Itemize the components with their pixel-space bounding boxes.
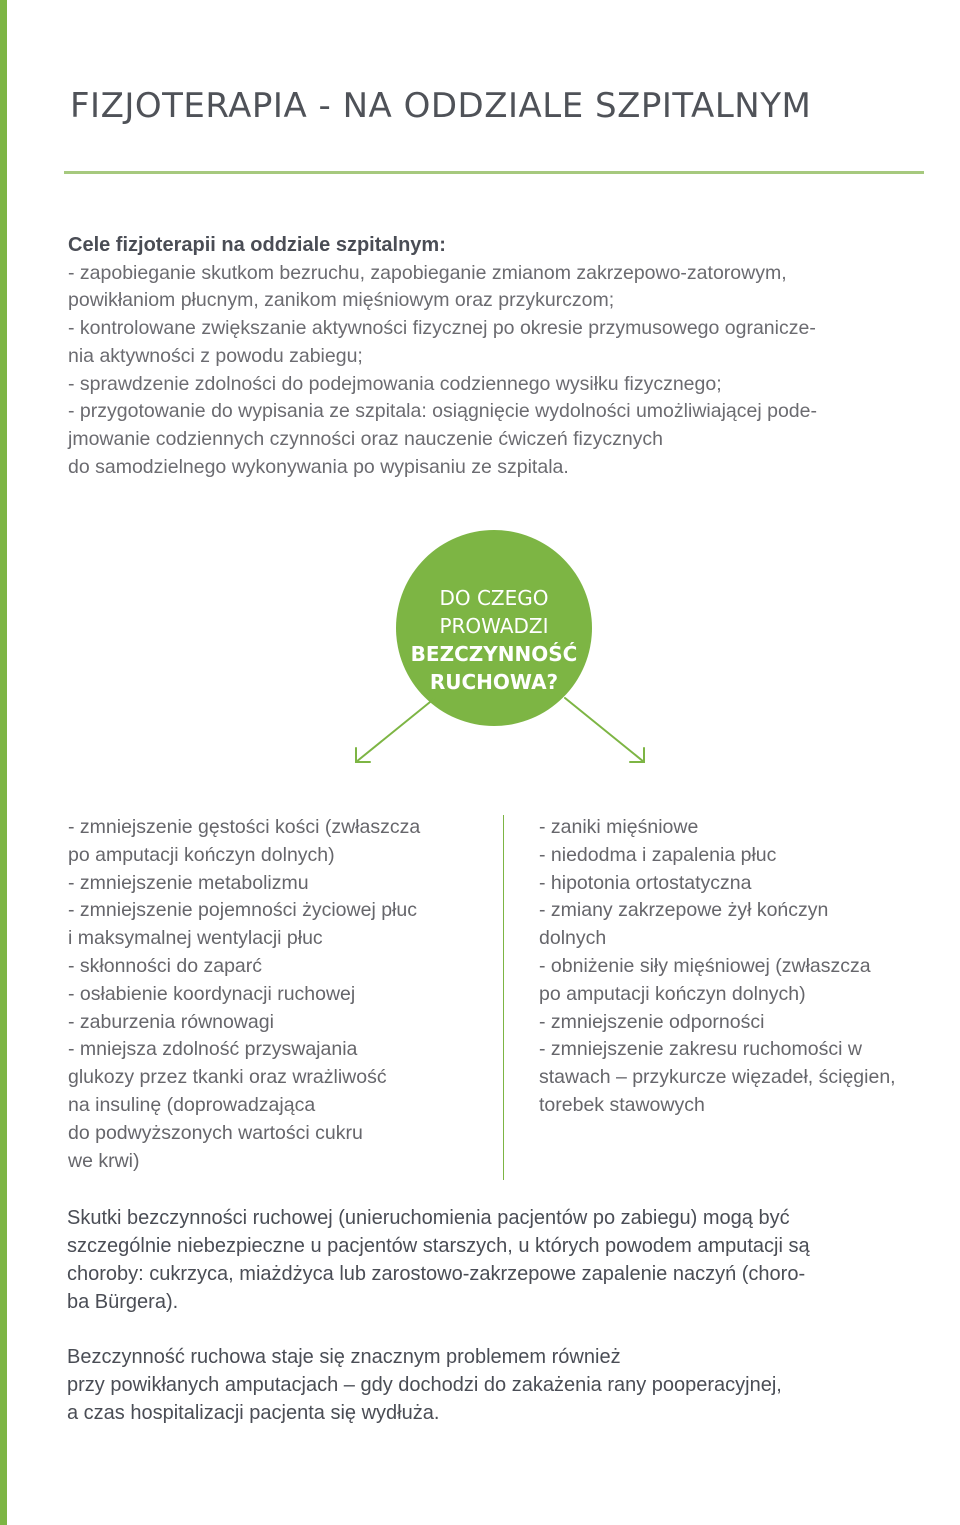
effect-item: - zaburzenia równowagi [68,1010,274,1033]
effect-item: - zmniejszenie metabolizmu [68,871,309,894]
effect-item: - zaniki mięśniowe [539,816,699,838]
effect-item: - zmniejszenie pojemności życiowej płuc [68,899,417,922]
goals-line: nia aktywności z powodu zabiegu; [68,344,363,367]
page-title: FIZJOTERAPIA - NA ODDZIALE SZPITALNYM [70,86,812,126]
left-arrow-line [356,698,435,762]
paragraph-line: choroby: cukrzyca, miażdżyca lub zarostowo-zakrzepowe zapalenie naczyń (choro- [67,1263,806,1285]
branch-arrows [340,690,660,770]
goals-line: - kontrolowane zwiększanie aktywności fizycznej po okresie przymusowego ogranicze- [68,317,816,340]
goals-line: - zapobieganie skutkom bezruchu, zapobieganie zmianom zakrzepowo-zatorowym, [68,261,787,284]
effect-item: - zmniejszenie odporności [539,1010,765,1033]
effect-item: i maksymalnej wentylacji płuc [68,927,323,950]
effect-item: we krwi) [68,1149,140,1172]
paragraph-line: szczególnie niebezpieczne u pacjentów starszych, u których powodem amputacji są [67,1235,810,1257]
effect-item: na insulinę (doprowadzająca [68,1093,316,1116]
effect-item: do podwyższonych wartości cukru [68,1121,363,1144]
effect-item: - zmniejszenie gęstości kości (zwłaszcza [68,816,421,838]
right-arrow-line [565,698,644,762]
effect-item: po amputacji kończyn dolnych) [68,843,335,866]
effect-item: glukozy przez tkanki oraz wrażliwość [68,1066,387,1089]
paragraph-risk [67,1204,957,1316]
effect-item: - obniżenie siły mięśniowej (zwłaszcza [539,954,871,977]
goals-section [68,232,960,481]
circle-line-bold: BEZCZYNNOŚĆ [410,642,578,666]
effect-item: - osłabienie koordynacji ruchowej [68,982,356,1005]
effects-right-column [539,814,959,1120]
effect-item: dolnych [539,927,607,950]
paragraph-line: Skutki bezczynności ruchowej (unieruchomienia pacjentów po zabiegu) mogą być [67,1207,790,1229]
paragraph-complications [67,1343,957,1427]
goals-heading: Cele fizjoterapii na oddziale szpitalnym: [68,234,446,256]
paragraph-line: a czas hospitalizacji pacjenta się wydłuża. [67,1402,440,1424]
effect-item: po amputacji kończyn dolnych) [539,982,806,1005]
circle-line-bold: RUCHOWA? [429,670,559,694]
paragraph-line: ba Bürgera). [67,1291,179,1313]
title-underline [64,171,924,174]
effect-item: - mniejsza zdolność przyswajania [68,1038,358,1061]
effect-item: - zmniejszenie zakresu ruchomości w [539,1038,862,1061]
paragraph-line: Bezczynność ruchowa staje się znacznym problemem również [67,1346,621,1368]
goals-line: - przygotowanie do wypisania ze szpitala: osiągnięcie wydolności umożliwiającej pode- [68,400,817,423]
effect-item: - zmiany zakrzepowe żył kończyn [539,899,829,922]
effect-item: - skłonności do zaparć [68,954,263,977]
effect-item: stawach – przykurcze więzadeł, ścięgien, [539,1066,896,1089]
goals-line: jmowanie codziennych czynności oraz nauczenie ćwiczeń fizycznych [68,427,664,450]
paragraph-line: przy powikłanych amputacjach – gdy dochodzi do zakażenia rany pooperacyjnej, [67,1374,782,1396]
effects-left-column [68,814,498,1175]
column-divider [503,815,504,1180]
goals-line: - sprawdzenie zdolności do podejmowania codziennego wysiłku fizycznego; [68,372,722,395]
effect-item: - niedodma i zapalenia płuc [539,843,777,866]
goals-line: powikłaniom płucnym, zanikom mięśniowym oraz przykurczom; [68,289,615,312]
goals-line: do samodzielnego wykonywania po wypisaniu ze szpitala. [68,455,569,478]
effect-item: torebek stawowych [539,1093,705,1116]
effect-item: - hipotonia ortostatyczna [539,871,752,894]
left-accent-bar [0,0,7,1525]
circle-line: DO CZEGO [439,586,549,610]
circle-line: PROWADZI [439,614,549,638]
